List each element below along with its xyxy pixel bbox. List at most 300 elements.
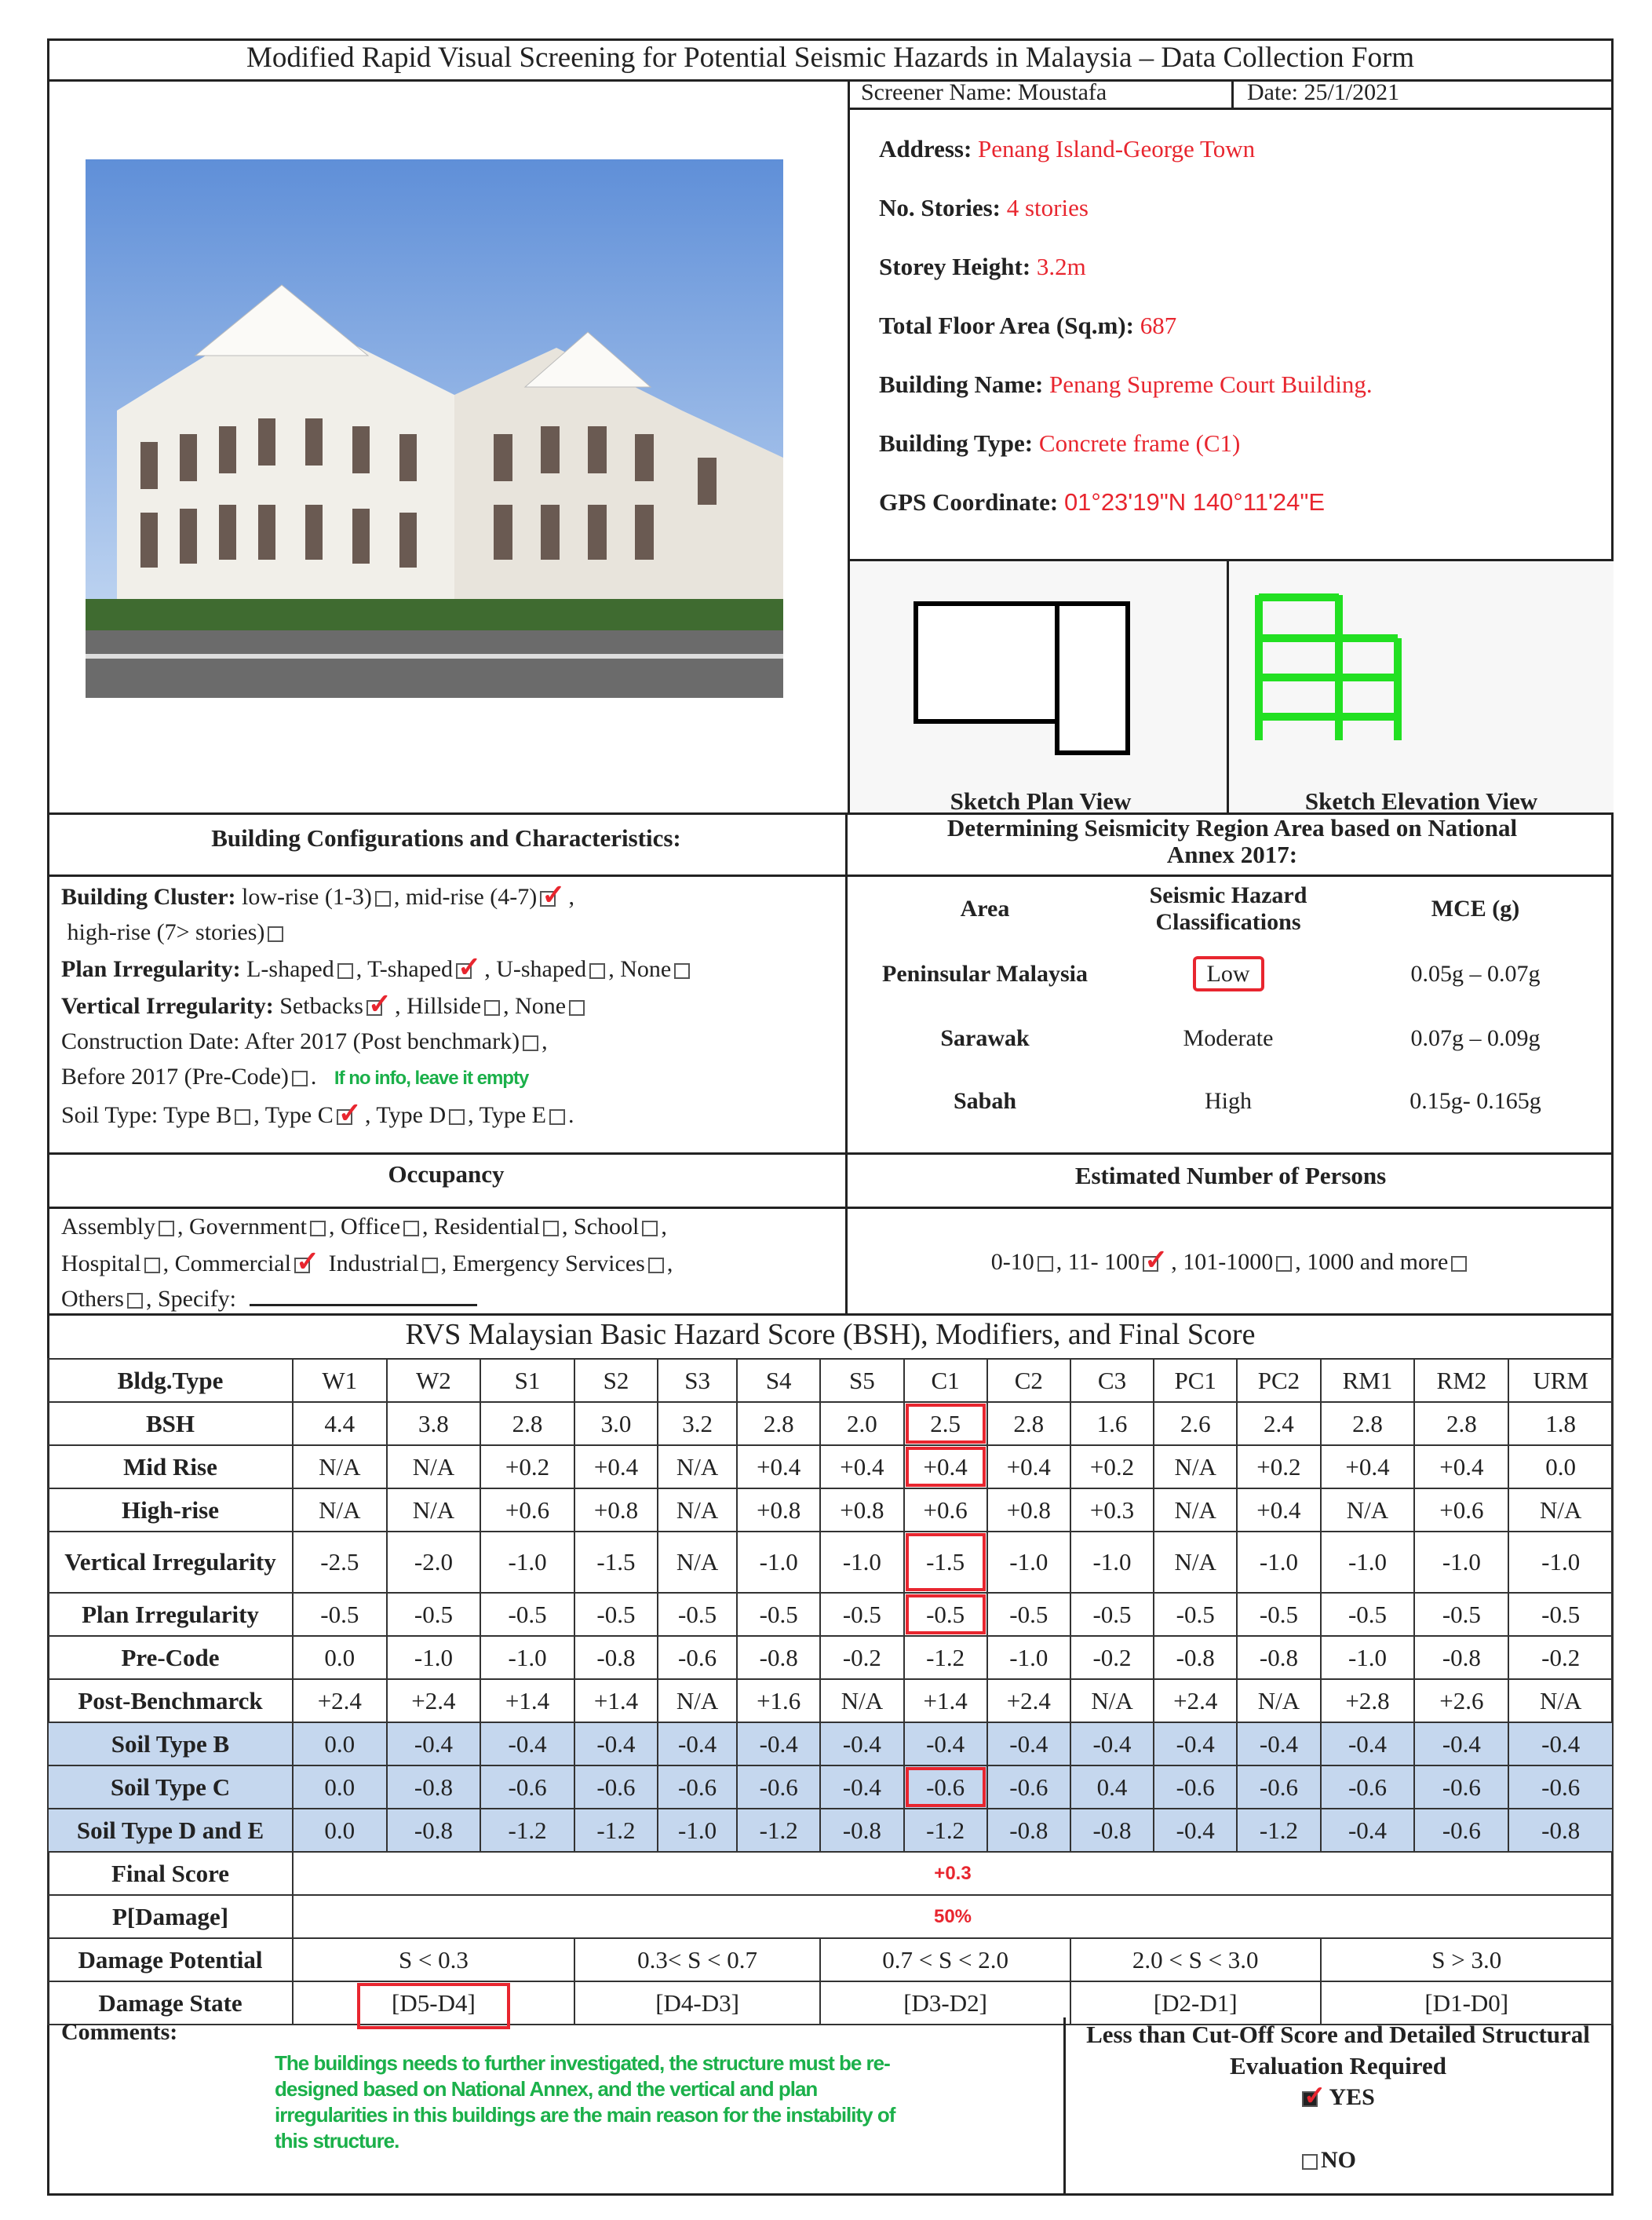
score-cell: +0.2 <box>1237 1445 1320 1488</box>
score-cell: -1.2 <box>737 1809 820 1852</box>
info-5-label: Building Type: <box>879 429 1034 457</box>
score-cell: -1.0 <box>480 1636 574 1679</box>
type-header: S1 <box>480 1359 574 1402</box>
checkbox-soil-d[interactable] <box>449 1109 465 1125</box>
type-header: URM <box>1508 1359 1613 1402</box>
score-cell: -0.6 <box>658 1765 737 1809</box>
score-cell: +0.8 <box>574 1488 658 1532</box>
cutoff-no: NO <box>1321 2147 1356 2173</box>
score-cell: -0.5 <box>574 1593 658 1636</box>
p-damage-value: 50% <box>293 1895 1613 1938</box>
comments-text: The buildings needs to further investigated, the structure must be re-designed based on National Annex, and the vertical and plan irregularities in this buildings are the main reason for the instability of this structure. <box>275 2051 895 2152</box>
score-cell: +0.3 <box>1070 1488 1154 1532</box>
score-cell: -0.5 <box>987 1593 1070 1636</box>
row-header: Mid Rise <box>48 1445 293 1488</box>
info-1-value: 4 stories <box>1006 194 1089 221</box>
damage-potential-row <box>48 1938 1613 1981</box>
score-cell: N/A <box>658 1445 737 1488</box>
checkbox-school[interactable] <box>642 1221 658 1236</box>
score-cell: -0.2 <box>1070 1636 1154 1679</box>
damage-potential-text: 0.7 < S < 2.0 <box>882 1945 1008 1974</box>
occupancy-items-9: Others <box>61 1286 124 1312</box>
config-date_label: Construction Date: <box>61 1028 240 1054</box>
damage-potential-cell <box>293 1938 574 1981</box>
checkbox-high-rise[interactable] <box>268 926 283 942</box>
info-building-name <box>879 371 1614 399</box>
type-header: C3 <box>1070 1359 1154 1402</box>
score-cell: 2.6 <box>1154 1402 1237 1445</box>
score-cell: N/A <box>820 1679 903 1722</box>
row-header: High-rise <box>48 1488 293 1532</box>
score-cell: -0.4 <box>1321 1722 1415 1765</box>
cutoff-no[interactable] <box>1299 2147 1356 2174</box>
score-cell: +0.4 <box>820 1445 903 1488</box>
score-cell: -0.6 <box>480 1765 574 1809</box>
row-header: Soil Type D and E <box>48 1809 293 1852</box>
table-row <box>48 1765 1613 1809</box>
table-row <box>48 1402 1613 1445</box>
checkbox-l-shaped[interactable] <box>337 963 353 979</box>
config-body: Building Cluster: low-rise (1-3) , mid-rise (4-7) ✓ , high-rise (7> stories) Plan Irregularity: L-shaped , T-shaped ✓ , U-shaped , None Vertical Irregularity: Setbacks ✓ , Hillside , None Construction Date: After 2017 (Post benchmark) , Before 2017 (Pre-Code) . If no info, leave it empty Soil Type: Type B , Type C ✓ , Type D , Type E . <box>61 878 693 1133</box>
divider <box>1231 79 1234 108</box>
screener-row <box>848 79 1614 110</box>
score-cell: -0.4 <box>658 1722 737 1765</box>
seismicity-rows-0-2: 0.05g – 0.07g <box>1410 960 1541 987</box>
row-header: BSH <box>48 1402 293 1445</box>
score-cell: +2.4 <box>1154 1679 1237 1722</box>
checkbox-persons-0-10[interactable] <box>1038 1256 1053 1272</box>
table-row <box>48 1636 1613 1679</box>
table-row <box>48 1593 1613 1636</box>
config-header: Building Configurations and Characteristics: <box>211 824 681 852</box>
info-4-label: Building Name: <box>879 371 1044 398</box>
row-header: Pre-Code <box>48 1636 293 1679</box>
config-soil_label: Soil Type: <box>61 1102 159 1128</box>
checkbox-government[interactable] <box>310 1221 326 1236</box>
score-cell: 0.0 <box>1508 1445 1613 1488</box>
config-cluster_high: high-rise (7> stories) <box>67 919 265 945</box>
score-cell: -0.8 <box>387 1809 481 1852</box>
score-cell: -0.5 <box>1321 1593 1415 1636</box>
score-cell: -1.0 <box>1321 1532 1415 1593</box>
score-cell: -0.8 <box>1237 1636 1320 1679</box>
info-1-label: No. Stories: <box>879 194 1001 221</box>
score-cell: N/A <box>1237 1679 1320 1722</box>
score-cell: -0.8 <box>387 1765 481 1809</box>
row-header: Post-Benchmarck <box>48 1679 293 1722</box>
score-cell: 3.2 <box>658 1402 737 1445</box>
score-cell: +0.4 <box>904 1445 987 1488</box>
score-cell: +0.4 <box>737 1445 820 1488</box>
checkbox-no[interactable] <box>1302 2154 1318 2170</box>
seismicity-table <box>871 878 1593 1133</box>
seismicity-rows-1-2: 0.07g – 0.09g <box>1410 1025 1541 1051</box>
occupancy-header: Occupancy <box>388 1160 505 1188</box>
occupancy-items-7: Industrial <box>328 1251 419 1276</box>
score-cell: 4.4 <box>293 1402 387 1445</box>
score-cell: -1.2 <box>480 1809 574 1852</box>
building-info <box>848 110 1614 561</box>
form-title: Modified Rapid Visual Screening for Potential Seismic Hazards in Malaysia – Data Collection Form <box>246 42 1415 74</box>
score-cell: -1.2 <box>904 1636 987 1679</box>
score-cell: -0.5 <box>1508 1593 1613 1636</box>
score-cell: 2.8 <box>1414 1402 1508 1445</box>
checkbox-residential[interactable] <box>543 1221 559 1236</box>
table-row <box>48 1679 1613 1722</box>
score-cell: -1.0 <box>1508 1532 1613 1593</box>
score-title: RVS Malaysian Basic Hazard Score (BSH), Modifiers, and Final Score <box>405 1318 1256 1351</box>
divider <box>1063 2017 1066 2196</box>
score-cell: -0.5 <box>820 1593 903 1636</box>
sketch-elevation-label: Sketch Elevation View <box>1304 787 1538 815</box>
score-cell: -0.4 <box>737 1722 820 1765</box>
config-cluster_mid: mid-rise (4-7) <box>405 884 538 910</box>
specify-field[interactable] <box>250 1304 477 1306</box>
checkbox-office[interactable] <box>403 1221 419 1236</box>
damage-state-cell <box>820 1981 1070 2025</box>
score-cell: -2.5 <box>293 1532 387 1593</box>
score-cell: N/A <box>387 1445 481 1488</box>
score-cell: N/A <box>1070 1679 1154 1722</box>
check-mark-icon: ✓ <box>1304 2082 1326 2111</box>
score-cell: N/A <box>1508 1679 1613 1722</box>
damage-potential-cell <box>1070 1938 1321 1981</box>
damage-potential-cell <box>820 1938 1070 1981</box>
score-cell: +0.2 <box>1070 1445 1154 1488</box>
score-cell: -0.4 <box>1321 1809 1415 1852</box>
score-cell: -0.8 <box>1414 1636 1508 1679</box>
divider <box>845 812 848 1313</box>
score-cell: -1.0 <box>1321 1636 1415 1679</box>
occupancy-items-0: Assembly <box>61 1214 155 1240</box>
score-cell: -0.4 <box>1508 1722 1613 1765</box>
score-cell: -0.5 <box>904 1593 987 1636</box>
score-cell: +0.8 <box>987 1488 1070 1532</box>
score-cell: 1.8 <box>1508 1402 1613 1445</box>
score-cell: +0.2 <box>480 1445 574 1488</box>
config-plan_t: T-shaped <box>367 956 454 982</box>
damage-potential-text: S > 3.0 <box>1431 1945 1502 1974</box>
score-cell: -0.6 <box>1414 1809 1508 1852</box>
config-soil_e: Type E <box>479 1102 546 1128</box>
checkbox-pre-code[interactable] <box>292 1071 308 1086</box>
persons-items-0: 0-10 <box>990 1249 1034 1275</box>
occupancy-items-4: School <box>574 1214 640 1240</box>
score-cell: -0.4 <box>387 1722 481 1765</box>
damage-state-row <box>48 1981 1613 2025</box>
score-cell: -0.6 <box>987 1765 1070 1809</box>
sketch-plan-label: Sketch Plan View <box>950 787 1132 815</box>
cutoff-text: Less than Cut-Off Score and Detailed Structural Evaluation Required <box>1086 2021 1590 2079</box>
score-cell: +2.6 <box>1414 1679 1508 1722</box>
score-cell: -0.4 <box>1070 1722 1154 1765</box>
score-cell: -0.8 <box>1070 1809 1154 1852</box>
score-cell: N/A <box>1154 1445 1237 1488</box>
score-cell: N/A <box>387 1488 481 1532</box>
type-header: C1 <box>904 1359 987 1402</box>
score-cell: +0.8 <box>737 1488 820 1532</box>
info-4-value: Penang Supreme Court Building. <box>1049 371 1373 398</box>
score-cell: -0.6 <box>737 1765 820 1809</box>
score-cell: -0.5 <box>658 1593 737 1636</box>
score-cell: -0.8 <box>1154 1636 1237 1679</box>
checkbox-hospital[interactable] <box>144 1258 160 1273</box>
row-header: Damage State <box>48 1981 293 2025</box>
score-cell: -1.0 <box>1070 1532 1154 1593</box>
score-cell: N/A <box>1154 1532 1237 1593</box>
occupancy-items-2: Office <box>340 1214 401 1240</box>
score-cell: 0.0 <box>293 1809 387 1852</box>
info-0-value: Penang Island-George Town <box>978 135 1256 162</box>
score-cell: +0.4 <box>574 1445 658 1488</box>
score-cell: 1.6 <box>1070 1402 1154 1445</box>
cutoff-yes[interactable] <box>1299 2080 1375 2112</box>
info-2-value: 3.2m <box>1036 253 1086 280</box>
config-cluster_low: low-rise (1-3) <box>242 884 372 910</box>
score-cell: -0.4 <box>987 1722 1070 1765</box>
score-cell: -0.4 <box>574 1722 658 1765</box>
seismicity-cols-1: Seismic Hazard Classifications <box>1149 882 1307 935</box>
persons-items-3: 1000 and more <box>1307 1249 1449 1275</box>
score-cell: +1.6 <box>737 1679 820 1722</box>
score-cell: -1.5 <box>574 1532 658 1593</box>
score-cell: +0.4 <box>1321 1445 1415 1488</box>
checkbox-post-benchmark[interactable] <box>523 1035 538 1051</box>
type-header: RM2 <box>1414 1359 1508 1402</box>
info-floor-area <box>879 312 1614 340</box>
persons-body: 0-10 , 11- 100 ✓ , 101-1000 , 1000 and more <box>848 1243 1614 1280</box>
checkbox-industrial[interactable] <box>422 1258 438 1273</box>
info-stories <box>879 194 1614 222</box>
config-soil_b: Type B <box>163 1102 232 1128</box>
row-header: Bldg.Type <box>48 1359 293 1402</box>
score-cell: -0.5 <box>293 1593 387 1636</box>
check-mark-icon: ✓ <box>1144 1244 1169 1276</box>
score-cell: -1.5 <box>904 1532 987 1593</box>
score-cell: N/A <box>293 1488 387 1532</box>
info-storey-height <box>879 253 1614 281</box>
type-header: PC2 <box>1237 1359 1320 1402</box>
table-header-row <box>48 1359 1613 1402</box>
score-cell: -0.4 <box>480 1722 574 1765</box>
damage-state-cell <box>1321 1981 1613 2025</box>
row-header: Vertical Irregularity <box>48 1532 293 1593</box>
score-cell: +0.6 <box>480 1488 574 1532</box>
score-cell: -0.6 <box>574 1765 658 1809</box>
score-cell: -0.6 <box>658 1636 737 1679</box>
checkbox-emergency[interactable] <box>648 1258 664 1273</box>
damage-state-text: [D3-D2] <box>903 1988 987 2017</box>
config-vert_none: None <box>515 993 567 1019</box>
config-vert_label: Vertical Irregularity: <box>61 993 274 1019</box>
row-header: Soil Type B <box>48 1722 293 1765</box>
score-cell: +2.4 <box>293 1679 387 1722</box>
score-cell: -0.4 <box>820 1765 903 1809</box>
final-score-row <box>48 1852 1613 1895</box>
config-plan_none: None <box>620 956 672 982</box>
sketch-plan-drawing <box>913 601 1140 758</box>
row-header: Final Score <box>48 1852 293 1895</box>
score-cell: -0.4 <box>1237 1722 1320 1765</box>
damage-potential-cell <box>1321 1938 1613 1981</box>
score-cell: N/A <box>293 1445 387 1488</box>
date-note: If no info, leave it empty <box>334 1068 529 1089</box>
table-row <box>48 1722 1613 1765</box>
row-header: Plan Irregularity <box>48 1593 293 1636</box>
score-cell: -0.4 <box>820 1722 903 1765</box>
table-row <box>48 1532 1613 1593</box>
checkbox-soil-b[interactable] <box>235 1109 250 1125</box>
score-cell: -1.0 <box>658 1809 737 1852</box>
comments-label: Comments: <box>61 2019 178 2045</box>
score-cell: -0.4 <box>1414 1722 1508 1765</box>
divider <box>47 1152 1614 1155</box>
hazard-low-circled: Low <box>1193 956 1264 991</box>
score-cell: -1.2 <box>904 1809 987 1852</box>
info-building-type <box>879 429 1614 458</box>
score-cell: -1.0 <box>820 1532 903 1593</box>
damage-state-cell <box>574 1981 820 2025</box>
type-header: S2 <box>574 1359 658 1402</box>
info-6-label: GPS Coordinate: <box>879 488 1059 516</box>
score-cell: -0.5 <box>737 1593 820 1636</box>
seismicity-rows-0-0: Peninsular Malaysia <box>882 960 1088 987</box>
checkbox-persons-101-1000[interactable] <box>1276 1256 1292 1272</box>
score-cell: -1.0 <box>387 1636 481 1679</box>
check-mark-icon: ✓ <box>337 1097 362 1129</box>
score-cell: +0.4 <box>1237 1488 1320 1532</box>
occupancy-body: Assembly , Government , Office , Residential , School , Hospital , Commercial ✓ Industrial , Emergency Services , Others , Specify: <box>61 1214 673 1312</box>
info-6-value: 01°23'19"N 140°11'24"E <box>1063 488 1326 516</box>
score-cell: 2.8 <box>1321 1402 1415 1445</box>
score-cell: +0.6 <box>904 1488 987 1532</box>
sketch-plan-panel <box>848 561 1229 815</box>
damage-state-cell <box>293 1981 574 2025</box>
screener-name: Screener Name: Moustafa <box>861 79 1107 105</box>
type-header: S5 <box>820 1359 903 1402</box>
score-cell: +1.4 <box>480 1679 574 1722</box>
checkbox-persons-1000-plus[interactable] <box>1451 1256 1467 1272</box>
final-score-value: +0.3 <box>293 1852 1613 1895</box>
occupancy-items-8: Emergency Services <box>452 1251 645 1276</box>
checkbox-soil-e[interactable] <box>549 1109 565 1125</box>
score-cell: 2.0 <box>820 1402 903 1445</box>
type-header: W2 <box>387 1359 481 1402</box>
seismicity-rows-2-0: Sabah <box>953 1088 1017 1114</box>
damage-potential-text: 2.0 < S < 3.0 <box>1132 1945 1259 1974</box>
check-mark-icon: ✓ <box>458 951 482 983</box>
score-cell: -0.5 <box>480 1593 574 1636</box>
screen-date: Date: 25/1/2021 <box>1247 79 1400 105</box>
score-cell: -0.4 <box>1154 1809 1237 1852</box>
sketch-elevation-drawing <box>1253 591 1409 748</box>
config-date_before: Before 2017 (Pre-Code) <box>61 1064 289 1090</box>
score-cell: -2.0 <box>387 1532 481 1593</box>
damage-potential-text: 0.3< S < 0.7 <box>637 1945 758 1974</box>
score-cell: +2.4 <box>387 1679 481 1722</box>
damage-potential-cell <box>574 1938 820 1981</box>
config-vert_set: Setbacks <box>279 993 363 1019</box>
score-cell: -0.5 <box>1070 1593 1154 1636</box>
score-cell: +2.4 <box>987 1679 1070 1722</box>
occupancy-items-5: Hospital <box>61 1251 141 1276</box>
score-cell: +0.6 <box>1414 1488 1508 1532</box>
score-cell: N/A <box>1154 1488 1237 1532</box>
config-vert_hill: Hillside <box>407 993 482 1019</box>
seismicity-cols-2: MCE (g) <box>1431 896 1520 922</box>
checkbox-low-rise[interactable] <box>375 891 391 907</box>
seismicity-cols-0: Area <box>960 896 1010 922</box>
info-address <box>879 135 1614 163</box>
config-date_after: After 2017 (Post benchmark) <box>244 1028 520 1054</box>
checkbox-others[interactable] <box>127 1293 143 1309</box>
score-cell: 0.0 <box>293 1722 387 1765</box>
type-header: S3 <box>658 1359 737 1402</box>
config-plan_label: Plan Irregularity: <box>61 956 241 982</box>
score-cell: 0.4 <box>1070 1765 1154 1809</box>
config-plan_l: L-shaped <box>246 956 334 982</box>
p-damage-row <box>48 1895 1613 1938</box>
damage-state-cell <box>1070 1981 1321 2025</box>
score-cell: -1.0 <box>480 1532 574 1593</box>
score-cell: -0.5 <box>1154 1593 1237 1636</box>
score-cell: 2.5 <box>904 1402 987 1445</box>
damage-potential-text: S < 0.3 <box>398 1945 469 1974</box>
sketch-elevation-panel <box>1229 561 1614 815</box>
damage-state-text: [D1-D0] <box>1424 1988 1509 2017</box>
score-cell: N/A <box>658 1488 737 1532</box>
score-cell: +1.4 <box>574 1679 658 1722</box>
type-header: PC1 <box>1154 1359 1237 1402</box>
score-cell: -0.8 <box>737 1636 820 1679</box>
score-cell: 3.0 <box>574 1402 658 1445</box>
cutoff-yes: YES <box>1329 2084 1375 2110</box>
config-plan_u: U-shaped <box>496 956 587 982</box>
score-cell: -0.8 <box>987 1809 1070 1852</box>
checkbox-assembly[interactable] <box>159 1221 174 1236</box>
persons-items-1: 11- 100 <box>1067 1249 1140 1275</box>
row-header: P[Damage] <box>48 1895 293 1938</box>
checkbox-plan-none[interactable] <box>674 963 690 979</box>
checkbox-vert-none[interactable] <box>569 1000 585 1016</box>
checkbox-u-shaped[interactable] <box>589 963 605 979</box>
type-header: S4 <box>737 1359 820 1402</box>
score-cell: -0.6 <box>1321 1765 1415 1809</box>
persons-header: Estimated Number of Persons <box>1074 1162 1387 1189</box>
config-soil_d: Type D <box>376 1102 447 1128</box>
type-header: RM1 <box>1321 1359 1415 1402</box>
table-row <box>48 1445 1613 1488</box>
type-header: W1 <box>293 1359 387 1402</box>
damage-state-text: [D4-D3] <box>655 1988 739 2017</box>
score-cell: -0.4 <box>904 1722 987 1765</box>
seismicity-rows-1-0: Sarawak <box>940 1025 1030 1051</box>
config-soil_c: Type C <box>264 1102 334 1128</box>
damage-state-text: [D2-D1] <box>1153 1988 1238 2017</box>
score-cell: -0.6 <box>1154 1765 1237 1809</box>
score-cell: +0.4 <box>987 1445 1070 1488</box>
info-5-value: Concrete frame (C1) <box>1038 429 1241 457</box>
score-cell: -0.5 <box>387 1593 481 1636</box>
score-cell: +0.4 <box>1414 1445 1508 1488</box>
score-cell: -1.0 <box>987 1636 1070 1679</box>
check-mark-icon: ✓ <box>542 879 566 911</box>
score-table <box>47 1358 1614 2025</box>
checkbox-hillside[interactable] <box>484 1000 500 1016</box>
score-cell: -0.8 <box>574 1636 658 1679</box>
score-cell: 2.4 <box>1237 1402 1320 1445</box>
info-2-label: Storey Height: <box>879 253 1031 280</box>
